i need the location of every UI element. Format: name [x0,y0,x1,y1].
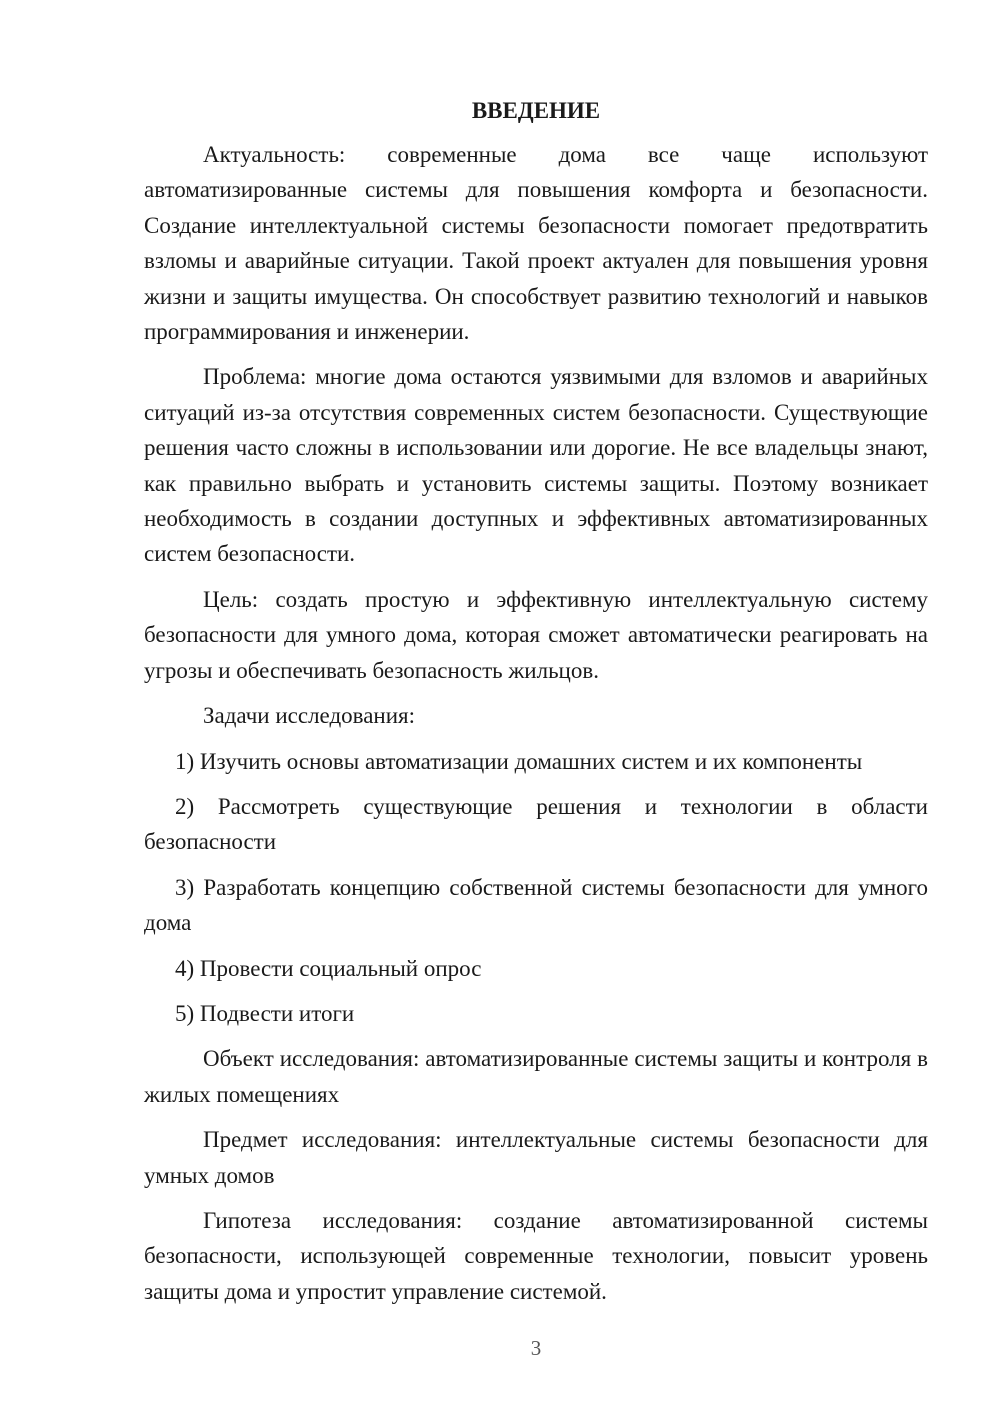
paragraph-hypothesis: Гипотеза исследования: создание автоматизированной системы безопасности, использующей современные технологии, повысит уровень защиты дома и упростит управление системой. [144,1207,928,1304]
paragraph-problem: Проблема: многие дома остаются уязвимыми для взломов и аварийных ситуаций из-за отсутствия современных систем безопасности. Существующие решения часто сложны в использовании или дорогие. Не все владельцы знают, как правильно выбрать и установить системы защиты. Поэтому возникает необходимость в создании доступных и эффективных автоматизированных систем безопасности. [144,364,928,567]
paragraph-relevance: Актуальность: современные дома все чаще используют автоматизированные системы для повышения комфорта и безопасности. Создание интеллектуальной системы безопасности помогает предотвратить взломы и аварийные ситуации. Такой проект актуален для повышения уровня жизни и защиты имущества. Он способствует развитию технологий и навыков программирования и инженерии. [144,142,928,345]
task-item-2: 2) Рассмотреть существующие решения и технологии в области безопасности [144,793,928,855]
paragraph-goal: Цель: создать простую и эффективную интеллектуальную систему безопасности для умного дома, которая сможет автоматически реагировать на угрозы и обеспечивать безопасность жильцов. [144,586,928,683]
paragraph-object: Объект исследования: автоматизированные системы защиты и контроля в жилых помещениях [144,1046,928,1107]
task-item-4: 4) Провести социальный опрос [175,955,482,981]
tasks-title: Задачи исследования: [203,703,416,729]
section-heading: ВВЕДЕНИЕ [471,98,601,123]
paragraph-subject: Предмет исследования: интеллектуальные системы безопасности для умных домов [144,1127,928,1188]
task-item-1: 1) Изучить основы автоматизации домашних систем и их компоненты [175,748,863,774]
page-content [144,97,928,1309]
page-number: 3 [530,1336,542,1360]
task-item-5: 5) Подвести итоги [175,1000,355,1026]
task-item-3: 3) Разработать концепцию собственной системы безопасности для умного дома [144,874,928,936]
